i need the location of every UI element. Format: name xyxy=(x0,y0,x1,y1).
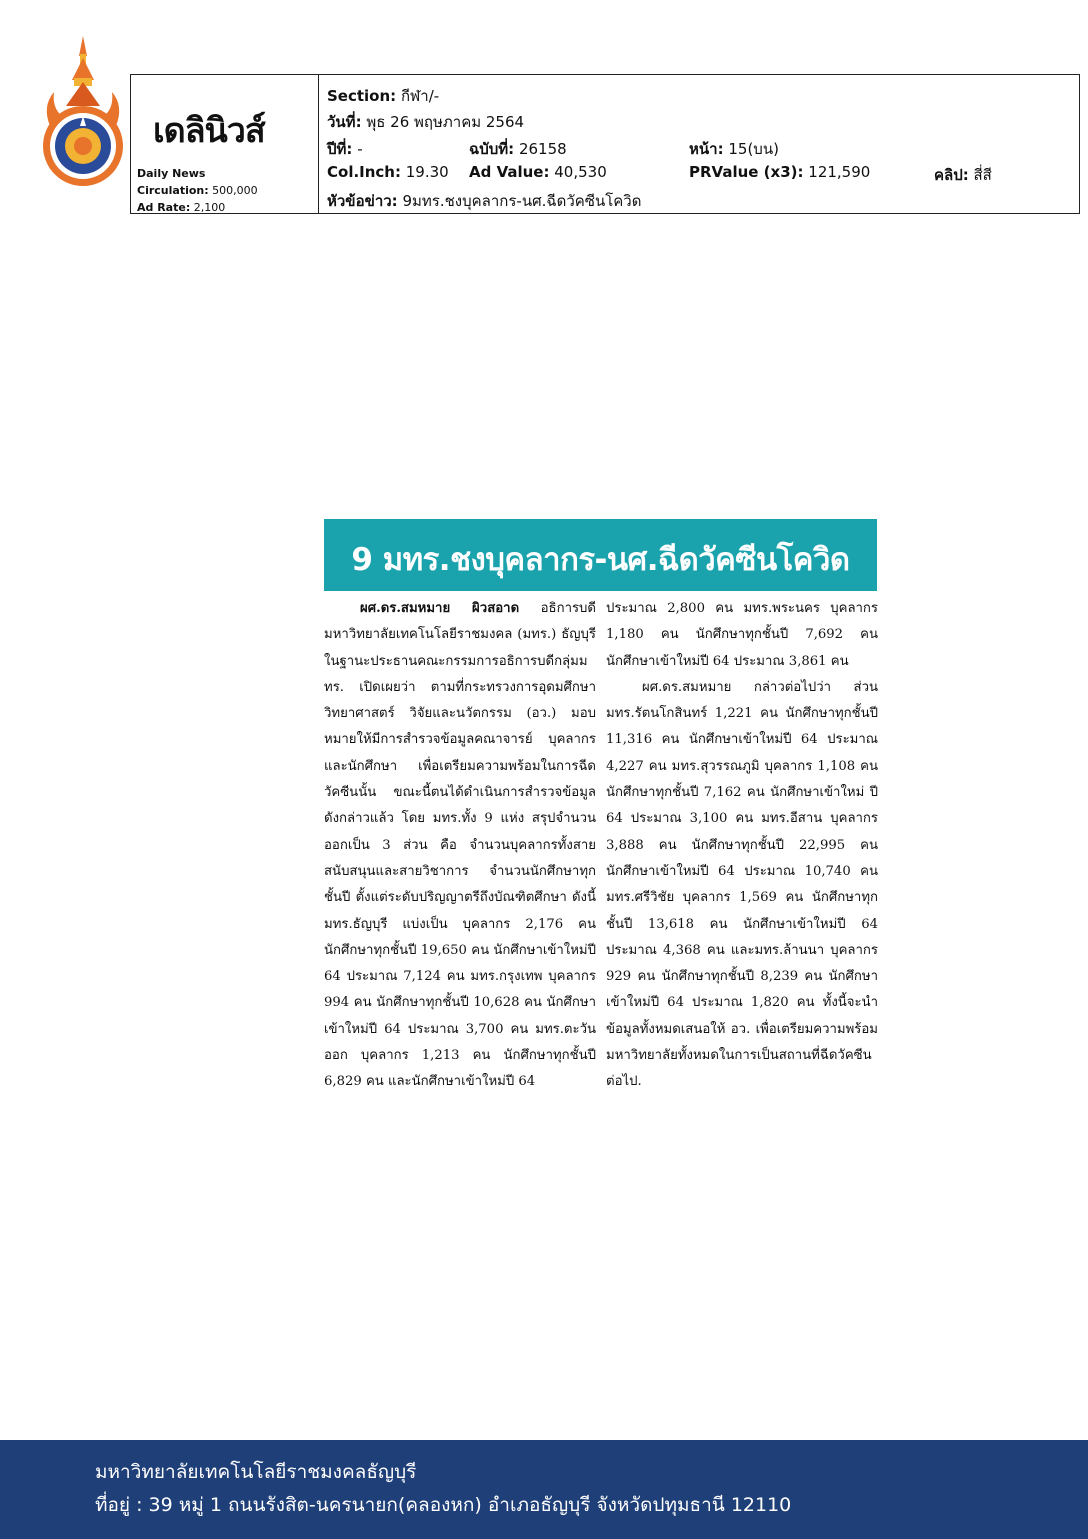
footer-university-name: มหาวิทยาลัยเทคโนโลยีราชมงคลธัญบุรี xyxy=(95,1461,417,1483)
colinch-row xyxy=(327,163,449,181)
publication-name: Daily News xyxy=(137,167,206,180)
page-row xyxy=(689,137,779,161)
article-left-text: อธิการบดีมหาวิทยาลัยเทคโนโลยีราชมงคล (มทร.) ธัญบุรี ในฐานะประธานคณะกรรมการอธิการบดีกลุ่มมทร. เปิดเผยว่า ตามที่กระทรวงการอุดมศึกษา วิทยาศาสตร์ วิจัยและนวัตกรรม (อว.) มอบหมายให้มีการสำรวจข้อมูลคณาจารย์ บุคลากรและนักศึกษา เพื่อเตรียมความพร้อมในการฉีดวัคซีนนั้น ขณะนี้ตนได้ดำเนินการสำรวจข้อมูลดังกล่าวแล้ว โดย มทร.ทั้ง 9 แห่ง สรุปจำนวนออกเป็น 3 ส่วน คือ จำนวนบุคลากรทั้งสายสนับสนุนและสายวิชาการ จำนวนนักศึกษาทุกชั้นปี ตั้งแต่ระดับปริญญาตรีถึงบัณฑิตศึกษา ดังนี้ มทร.ธัญบุรี แบ่งเป็น บุคลากร 2,176 คน นักศึกษาทุกชั้นปี 19,650 คน นักศึกษาเข้าใหม่ปี 64 ประมาณ 7,124 คน มทร.กรุงเทพ บุคลากร 994 คน นักศึกษาทุกชั้นปี 10,628 คน นักศึกษาเข้าใหม่ปี 64 ประมาณ 3,700 คน มทร.ตะวันออก บุคลากร 1,213 คน นักศึกษาทุกชั้นปี 6,829 คน และนักศึกษาเข้าใหม่ปี 64 xyxy=(324,601,596,1090)
prvalue-label: PRValue (x3): xyxy=(689,163,804,181)
issue-row xyxy=(469,137,567,161)
year-label: ปีที่: xyxy=(327,140,353,158)
headline-value: 9มทร.ชงบุคลากร-นศ.ฉีดวัคซีนโควิด xyxy=(402,192,642,210)
publication-panel xyxy=(131,75,319,213)
article-column-right xyxy=(606,596,878,1096)
year-row xyxy=(327,137,363,161)
date-label: วันที่: xyxy=(327,113,362,131)
article-title-bar xyxy=(324,519,877,591)
prvalue-row xyxy=(689,163,870,181)
newspaper-logo: เดลินิวส์ xyxy=(153,111,265,151)
section-row xyxy=(327,84,439,108)
headline-label: หัวข้อข่าว: xyxy=(327,192,398,210)
year-value: - xyxy=(357,140,363,158)
clip-value: สี่สี xyxy=(973,166,992,184)
footer-address: ที่อยู่ : 39 หมู่ 1 ถนนรังสิต-นครนายก(คลองหก) อำเภอธัญบุรี จังหวัดปทุมธานี 12110 xyxy=(95,1494,792,1516)
headline-row xyxy=(327,189,641,213)
advalue-value: 40,530 xyxy=(554,163,607,181)
colinch-label: Col.Inch: xyxy=(327,163,401,181)
advalue-label: Ad Value: xyxy=(469,163,550,181)
section-value: กีฬา/- xyxy=(400,87,440,105)
clip-label: คลิป: xyxy=(934,166,969,184)
clipping-info-box xyxy=(130,74,1080,214)
article-lead-name: ผศ.ดร.สมหมาย ผิวสอาด xyxy=(360,601,520,616)
issue-label: ฉบับที่: xyxy=(469,140,515,158)
issue-value: 26158 xyxy=(518,140,567,158)
ad-rate-label: Ad Rate: xyxy=(137,201,191,214)
advalue-row xyxy=(469,163,607,181)
date-row xyxy=(327,110,524,134)
page-value: 15(บน) xyxy=(728,140,779,158)
date-value: พุธ 26 พฤษภาคม 2564 xyxy=(366,113,525,131)
article-paragraph: ผศ.ดร.สมหมาย กล่าวต่อไปว่า ส่วน มทร.รัตนโกสินทร์ 1,221 คน นักศึกษาทุกชั้นปี 11,316 คน นักศึกษาเข้าใหม่ปี 64 ประมาณ 4,227 คน มทร.สุวรรณภูมิ บุคลากร 1,108 คน นักศึกษาทุกชั้นปี 7,162 คน นักศึกษาเข้าใหม่ ปี 64 ประมาณ 3,100 คน มทร.อีสาน บุคลากร 3,888 คน นักศึกษาทุกชั้นปี 22,995 คน นักศึกษาเข้าใหม่ปี 64 ประมาณ 10,740 คน มทร.ศรีวิชัย บุคลากร 1,569 คน นักศึกษาทุกชั้นปี 13,618 คน นักศึกษาเข้าใหม่ปี 64 ประมาณ 4,368 คน และมทร.ล้านนา บุคลากร 929 คน นักศึกษาทุกชั้นปี 8,239 คน นักศึกษาเข้าใหม่ปี 64 ประมาณ 1,820 คน ทั้งนี้จะนำข้อมูลทั้งหมดเสนอให้ อว. เพื่อเตรียมความพร้อมมหาวิทยาลัยทั้งหมดในการเป็นสถานที่ฉีดวัคซีนต่อไป. xyxy=(606,679,878,1090)
circulation-value: 500,000 xyxy=(212,184,258,197)
circulation-label: Circulation: xyxy=(137,184,209,197)
footer-bar xyxy=(0,1440,1088,1539)
article-column-left xyxy=(324,596,596,1096)
section-label: Section: xyxy=(327,87,397,105)
colinch-value: 19.30 xyxy=(405,163,449,181)
article-paragraph xyxy=(324,596,596,1096)
clip-row xyxy=(934,163,992,187)
page-label: หน้า: xyxy=(689,140,724,158)
article-paragraph: ประมาณ 2,800 คน มทร.พระนคร บุคลากร 1,180 คน นักศึกษาทุกชั้นปี 7,692 คน นักศึกษาเข้าใหม่ปี 64 ประมาณ 3,861 คน xyxy=(606,601,878,669)
ad-rate-value: 2,100 xyxy=(193,201,226,214)
article-title: 9 มทร.ชงบุคลากร-นศ.ฉีดวัคซีนโควิด xyxy=(351,542,850,578)
publication-details xyxy=(137,165,258,216)
prvalue-value: 121,590 xyxy=(808,163,871,181)
university-logo xyxy=(40,36,126,188)
